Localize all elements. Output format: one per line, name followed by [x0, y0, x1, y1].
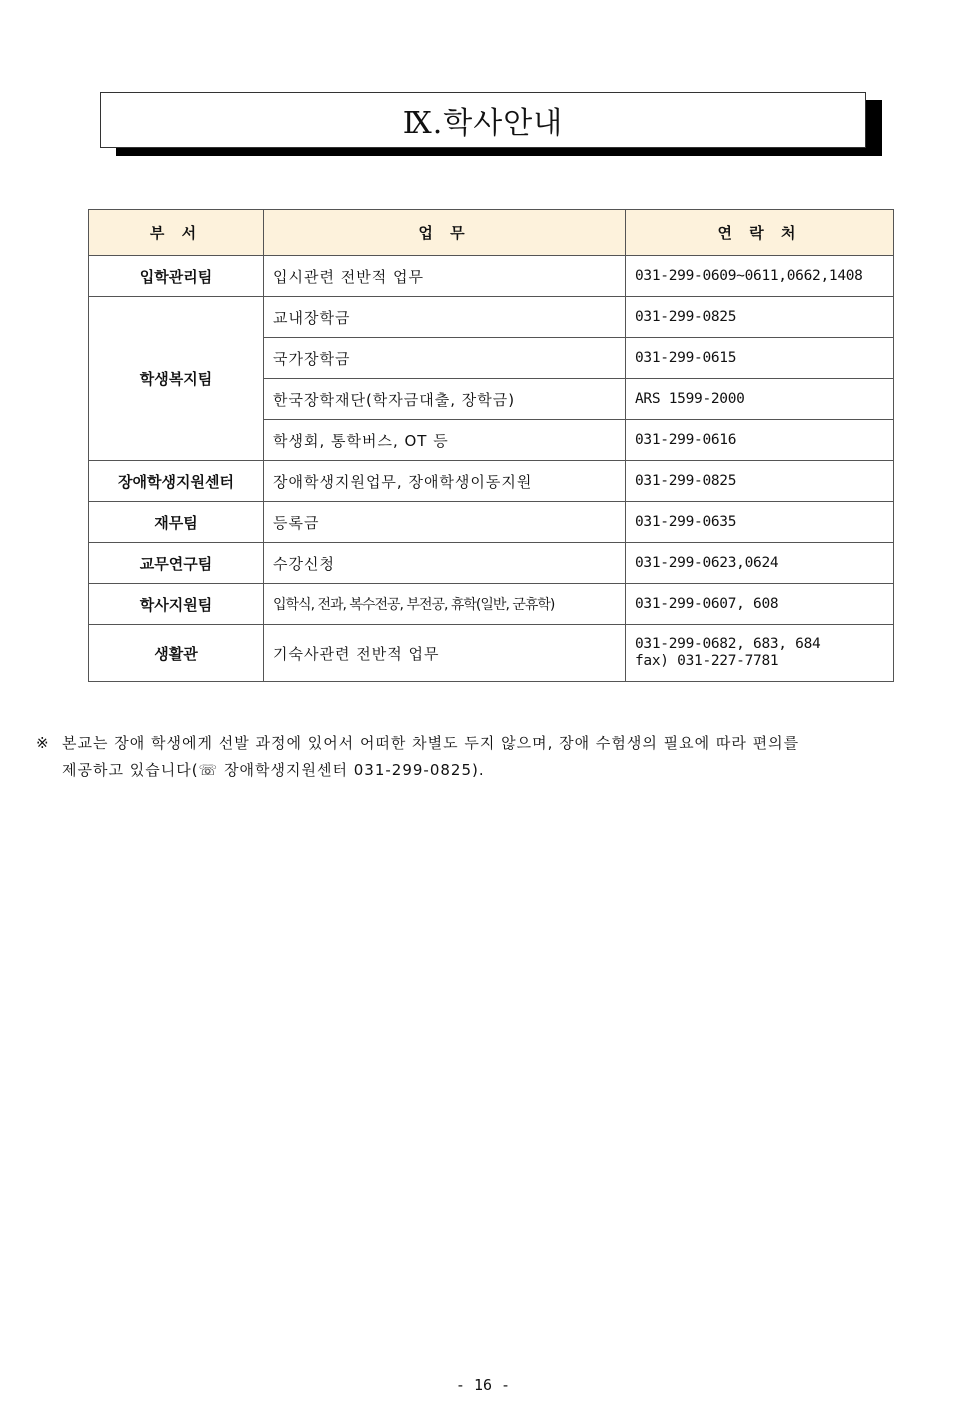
work-cell: 학생회, 통학버스, OT 등 — [264, 420, 626, 461]
page-title: Ⅸ.학사안내 — [100, 92, 866, 148]
contact-cell: 031-299-0607, 608 — [626, 584, 894, 625]
table-row — [89, 502, 894, 543]
department-cell: 장애학생지원센터 — [89, 461, 264, 502]
contact-cell: 031-299-0609~0611,0662,1408 — [626, 256, 894, 297]
department-cell: 생활관 — [89, 625, 264, 682]
title-banner — [100, 92, 866, 148]
table-row — [89, 461, 894, 502]
contact-cell — [626, 625, 894, 682]
department-cell: 학사지원팀 — [89, 584, 264, 625]
department-cell: 입학관리팀 — [89, 256, 264, 297]
work-cell: 등록금 — [264, 502, 626, 543]
department-cell: 교무연구팀 — [89, 543, 264, 584]
work-cell: 기숙사관련 전반적 업무 — [264, 625, 626, 682]
work-cell: 수강신청 — [264, 543, 626, 584]
header-department: 부 서 — [89, 210, 264, 256]
table-row — [89, 256, 894, 297]
header-contact: 연 락 처 — [626, 210, 894, 256]
work-cell: 입학식, 전과, 복수전공, 부전공, 휴학(일반, 군휴학) — [264, 584, 626, 625]
contact-cell: ARS 1599-2000 — [626, 379, 894, 420]
department-cell: 학생복지팀 — [89, 297, 264, 461]
table-row — [89, 625, 894, 682]
note-line-2: 제공하고 있습니다(☏ 장애학생지원센터 031-299-0825). — [62, 761, 485, 779]
note-text-1: 본교는 장애 학생에게 선발 과정에 있어서 어떠한 차별도 두지 않으며, 장애 수험생의 필요에 따라 편의를 — [62, 734, 800, 752]
work-cell: 국가장학금 — [264, 338, 626, 379]
header-work: 업 무 — [264, 210, 626, 256]
table-header-row — [89, 210, 894, 256]
contact-cell: 031-299-0635 — [626, 502, 894, 543]
contact-cell: 031-299-0825 — [626, 461, 894, 502]
note-line-1 — [36, 730, 926, 757]
table-row — [89, 297, 894, 338]
contact-cell: 031-299-0615 — [626, 338, 894, 379]
work-cell: 교내장학금 — [264, 297, 626, 338]
table-row — [89, 543, 894, 584]
work-cell: 한국장학재단(학자금대출, 장학금) — [264, 379, 626, 420]
table-row — [89, 584, 894, 625]
contact-cell: 031-299-0825 — [626, 297, 894, 338]
contact-cell: 031-299-0616 — [626, 420, 894, 461]
reference-mark-icon: ※ — [36, 734, 50, 752]
department-cell: 재무팀 — [89, 502, 264, 543]
accessibility-note — [36, 730, 926, 784]
work-cell: 입시관련 전반적 업무 — [264, 256, 626, 297]
page-number: - 16 - — [455, 1376, 511, 1394]
contact-table — [88, 209, 894, 682]
contact-cell: 031-299-0623,0624 — [626, 543, 894, 584]
contact-fax: fax) 031-227-7781 — [635, 653, 779, 669]
work-cell: 장애학생지원업무, 장애학생이동지원 — [264, 461, 626, 502]
contact-phone: 031-299-0682, 683, 684 — [635, 636, 821, 652]
